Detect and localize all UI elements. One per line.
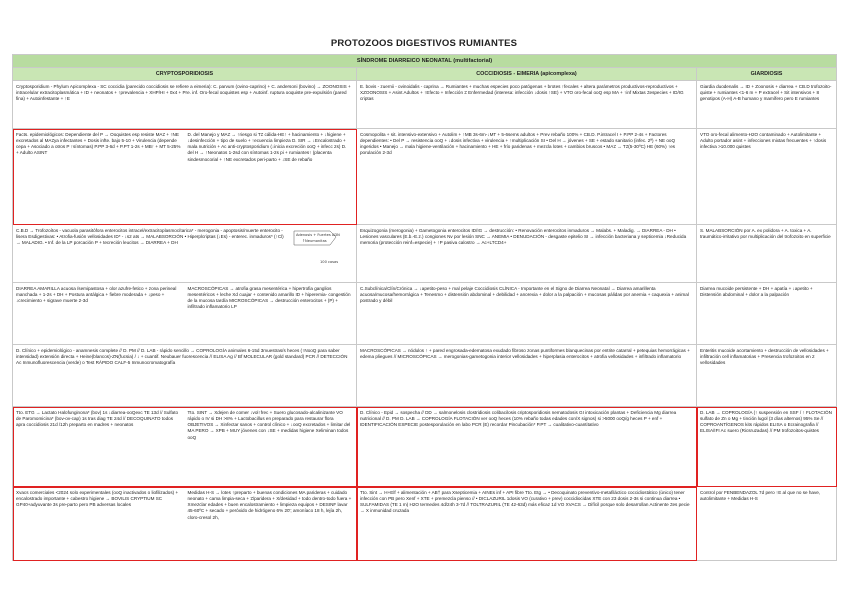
crypto-vaccines: Xvacs comerciales <2024 solo experimentales (ooQ inactivados o liofilizados) + encalostrado importante + cabestro higiene → BOVILIS CRYPTIUM SC GP40+adyuvante 3s pre-parto pero PB adversas locales	[16, 490, 179, 508]
note-line-3: 100 cosas	[320, 260, 339, 265]
cell-crypto-etiology: Cryptosporidium - Phylum Apicomplexa - SC coccidia (parecido coccidiosis se refiere a eimeria): C. parvum (ovino-caprino) + C. andersoni (bovino) → ZOONOSIS + intracelular extracitoplasmática + ID + neonatos + ↑prevalencia + XHP/HI + 0x4 + Pre. inf. Oro-fecal ooquistes esp + Autoinf. ruptura ooquiste pre-expulsión (pared fina) + Autoinfestante + ↑E	[13, 81, 357, 129]
cell-eimeria-lesions: MACROSCÓPICAS → nódulos ↑ + pared engrosada-edematosa exudado fibroso zonas puntiformes blanquecinas por entrite catarral + petequias hemorrágicas + edema pliegues // MICROSCÓPICAS → merogonias-gametogonia interior vellosidades + hiperplasia enterocitos + atrofia vellosidades + infiltrado inflamatorio	[357, 345, 697, 407]
cell-eimeria-epidemiology: Cosmopolita + sit. intensivo-extensivo + Autolim + ↑MB 3s-6m-↓MT + 5-6sems adultos + Prev rebaño 100% + CB.D. P.intracel I + P.PP 2-4s + Factores dependientes: • Del P → resistencia ooQ + ↓dosis infectiva + virulencia + ↑multiplicación SI • Del H → jóvenes + SE + estado sanitario (infec. 2ª) + NE ooQ ingeridos • Manejo → mala higiene-ventilación + hacinamiento + HE + frío paridenas + mezcla lotes + cambios bruscos • MA≠ → T≠(5-30ºC) HE (60%) ↑es porulación 2-3d	[357, 129, 697, 225]
crypto-epi-determinants: D. del Manejo y MA≠ → ↑riesgo si T≠ cálida-HE↑ + hacinamiento + ↓higiene + ↓desinfección + tipo de suelo + ↑ecuencia limpieza D. SIR → ↓Encalostrado + mala nutrición + Ac anti-cryptosporidium (↓inicia excreción ooQ + infecc 2s) D. del H → ↑Neonatos 1-2sd con síntomas 1-2s pi + rumiantes↑ (placenta sindesmocorial + ↑NE excretados peri-parto + ↓SE de rebaño	[187, 132, 347, 162]
note-line-1: Adenosis + Fuertes ADN	[296, 233, 340, 238]
cell-eimeria-diagnosis: D. Clínico - Epid → sospecha // DD → salmonelosis clostridiosis colibacilosis criptosporidiosis nematodosis GI intoxicación plantas + Deficiencia Mg diarrea nutricional // D. PM D. LAB → COPROLOGÍA FLOTACIÓN ver ooQ heces (10% rebaño todas edades con/X signos) si >5000 ooQ/g heces P + enf + IDENTIFICACIÓN ESPECIE postesporulación en labo PCR (E) recordar Pincubación* P.PT → cualitativo-cuantitativo	[357, 407, 697, 487]
crypto-treatment-symptomatic: Tto. SINT → Xdejen de comer ↓vol↑frec + Suero glucosado-alcalinizante VO rápido o IV si DH >8% + Lactobacillus en preparado para restaurar flora OBJETIVOS → Xinfectar sanos + control clínico + ↓ooQ excretados + limitar del MA PERO → XPB + MUY jóvenes con ↓SE + medidas higiene Xeliminan todos ooQ	[187, 410, 351, 440]
cell-crypto-treatment	[13, 407, 357, 487]
crypto-hygiene: Medidas H-S → lotes ↑preparto + buenas condiciones MA parideras + cuidado neonato + cama limpia-seca + ≠/paridera + X/desidad + todo dentro-todo fuera + Xmezclar edades + buen encalostramiento + limpieza equipos + DESINF lavar 45-60ºC + secado + peróxido de hidrógeno 6% 20'; amoníaco 18 h, lejía 2h, cloro-cresol 2h,	[187, 490, 352, 520]
cell-crypto-epidemiology	[13, 129, 357, 225]
crypto-clinical-signs: DIARREA AMARILLA acuosa /semipastosa + olor azufre-fetico + zona perineal manchada + 1-2s + DH + Postura antálgica + fiebre moderada + ↓peso + ↓crecimiento + sigrave muerte 2-3d	[16, 286, 177, 304]
cell-eimeria-etiology: E. bovis - zuernii - ovinoidalis - caprina → Rumiantes + muchas especies poco patógenas + brotes ↑fecales + altera parámetros productivos-reproductivos + XZOONOSIS + Asint Adultos + ↑Efecto + Infección ≠ Enfermedad (interesa: infección ↓dosis ↑SE) + VTO oro-fecal ooQ esp MA + ↑inf Mixtas ≠especies + ID/IG criptas	[357, 81, 697, 129]
cell-giardia-lesions: Enteritis mucoide acortamiento + destrucción de vellosidades + infiltración cell inflamatorias + Presencia trofozoitos en 2 vellosidades	[697, 345, 837, 407]
cell-eimeria-pathogenesis: Esquizogonia (merogonia) + Gametogonia enterocitos ID/IG → destrucción: • Renovación enterocitos inmaduros → Malabs. + Maladig. → DIARREA - DH • Lesiones vasculares (E.b.-E.z.) congiones Nv por lesión SNC → ANEMIA • DENUDACIÓN - desgaste epitelio SI → infección bacteriana y septicemia ↓Reducida memoria (protección reinf=especie) + ↑P pasiva calostro → Ac+LTCD4+	[357, 225, 697, 283]
crypto-pathogenesis-text: C.B.D → Trofozoítos - vacuola parasitófora enterocitos intracel/extracitoplasmocítarica* - merogonia - apoptosis/muerte enterocito - lisera Esdigestivas: • Atrofia-fusión vellosidades ID* - ↓s2 ats → MALABSORCIÓN • Hiperplcriptas (↓Es) - enterec. inmaduros* (↑Cl) → MALADIG. • Inf. de la LP porcación P + tecreción leucitos → DIARREA + DH	[16, 228, 284, 246]
crypto-lesions: MACROSCÓPICAS → atrofia grasa mesentérica + hipertrofia ganglios mesentéricos + leche Xd cuajar + contenido amarillo ID + hiperemia- congestión de la mucosa tardía MICROSCÓPICAS → destrucción enterocitos + (P) + infiltrado inflamatorio LP	[187, 286, 351, 310]
note-line-2: ↑Neumonitas	[302, 239, 327, 244]
crypto-epi-facts: Facts. epidemiológicos: Dependiente del P → Ooquistes esp resiste MA≠ + ↑NE excretados al MA≠ya infectantes + Dosis infte. bajo 5-10 + Virulencia (depende cepa + Asociado a otros P ↑síntomas) P.PP 3-6d + P.PT 1-2s + MB↑ + MT 5-25% + Adulto ASINT	[16, 132, 181, 156]
cell-crypto-clinical	[13, 283, 357, 345]
cell-giardia-etiology: Giardia duodenalis → ID + Zoonosis + diarrea + CB.D trofozoito-quiste + rumiantes <1-6 m + P extracel + Sit intensivos + 8 genotipos (A-H) A-B humano y mamífero pero E rumiantes	[697, 81, 837, 129]
handwritten-note	[290, 227, 352, 269]
page-title: PROTOZOOS DIGESTIVOS RUMIANTES	[330, 38, 518, 49]
cell-crypto-diagnosis: D. Clínico + epidemiológico - anamnesis complete // D. PM // D. LAB - rápido sencillo → COPROLOGÍA animales 6-15d 3muestras/s heces (↑NooQ para saber intensidad) extensión directa + Heine(blancos)-ZN(fucsia) / ↓ + cuantif. Neubauer fuorescencia // ELISA Ag // Bf MOLECULAR (gold standard) PCR // DETECCIÓN Ac Inmunofluorescencia (verde) o Test RÁPIDO CALF-5 Inmunocromatografía	[13, 345, 357, 407]
cell-crypto-control	[13, 487, 357, 561]
cell-crypto-pathogenesis	[13, 225, 357, 283]
col-header-coccidiosis: COCCIDIOSIS - EIMERIA (apicomplexa)	[357, 68, 697, 81]
col-header-cryptosporidiosis: CRYPTOSPORIDIOSIS	[13, 68, 357, 81]
cell-giardia-pathogenesis: S. MALABSORCIÓN por A. ex polidora + A. toxica + A. traumático-irritativo por multiplicación del trofozoito en superficie	[697, 225, 837, 283]
cell-giardia-epidemiology: VTO oro-fecal alimento-H2O contaminado + Autolimitante + Adulto portador asint + infecciones mixtas frecuentes + ↑dosis infectiva >10.000 quistes	[697, 129, 837, 225]
crypto-treatment-etiological: Tto. ETG → Lactato Halofunginona* (bov) 1s ↓diarrea-ooQexc TE 13d // Sulfato de Paromomicina* (bov-ov-cap) 1s tras diag TE 24d // DECOQUINATO todos apra coccidiosis 21d /12h preparto en madres + neonatos	[16, 410, 179, 428]
cell-eimeria-clinical: C.Subclínica/Clín/Crónica → ↓apetito-peso + mal pelaje Coccidiosis CLÍNICA - Importante en el Signo de Diarrea Neonatal → Diarrea amarillenta acuosa/mucosa/hemorrágica + Tenesmo + distensión abdominal + debilidad + anorexia + dolor a la palpación + mucosas pálidas por anemia + caquexia + animal postrado y débil	[357, 283, 697, 345]
cell-giardia-diagnosis: D. LAB → COPROLOGÍA (↑ suspensión en SSF / ↑ FLOTACIÓN sulfato de Zn o Mg + tinción lugol (3 días alternos) 95% Se // COPROANTÍGENOS kits rápidos ELISA o Ecrainografia // ELISA/IFI Ac suero (Ricsruzadas) // PM trofozoitos-quistes	[697, 407, 837, 487]
col-header-giardiosis: GIARDIOSIS	[697, 68, 837, 81]
cell-giardia-control: Control por FENBENDAZOL 7d pero ↑E al que no se have, autolimitante + Medidas H-S	[697, 487, 837, 561]
cell-giardia-clinical: Diarrea mucoide persistente + DH + apatía + ↓apetito + Distensión abdominal + dolor a la palpación	[697, 283, 837, 345]
syndrome-banner: SÍNDROME DIARREICO NEONATAL (multifactorial)	[13, 55, 837, 68]
cell-eimeria-treatment: Tto. Sint → H+Elf + alimentación + AB† para Xsepticemia + AINEs inf + API fibre Tto. Etg → • Decoquinato preventivo-metafiláctico coccidiostático (único) tener infección con PB pero Xenf + XTE + premezcla pienso // • DICLAZURIL 1dosis VO (curativo + prev) coccidiocidas XTE con 23 dosis 2-3s si continua diarrea • SULFAMIDAS (TE 1 m) H2O termedes 4d/24h 3-7d // TOLTRAZURIL (TE 42-63d) más eficaz 1d VO XVACS → Difícil porque solo desarrollan Actinente ≠es pecie → X inmunidad cruzada	[357, 487, 697, 561]
summary-table	[12, 54, 837, 561]
